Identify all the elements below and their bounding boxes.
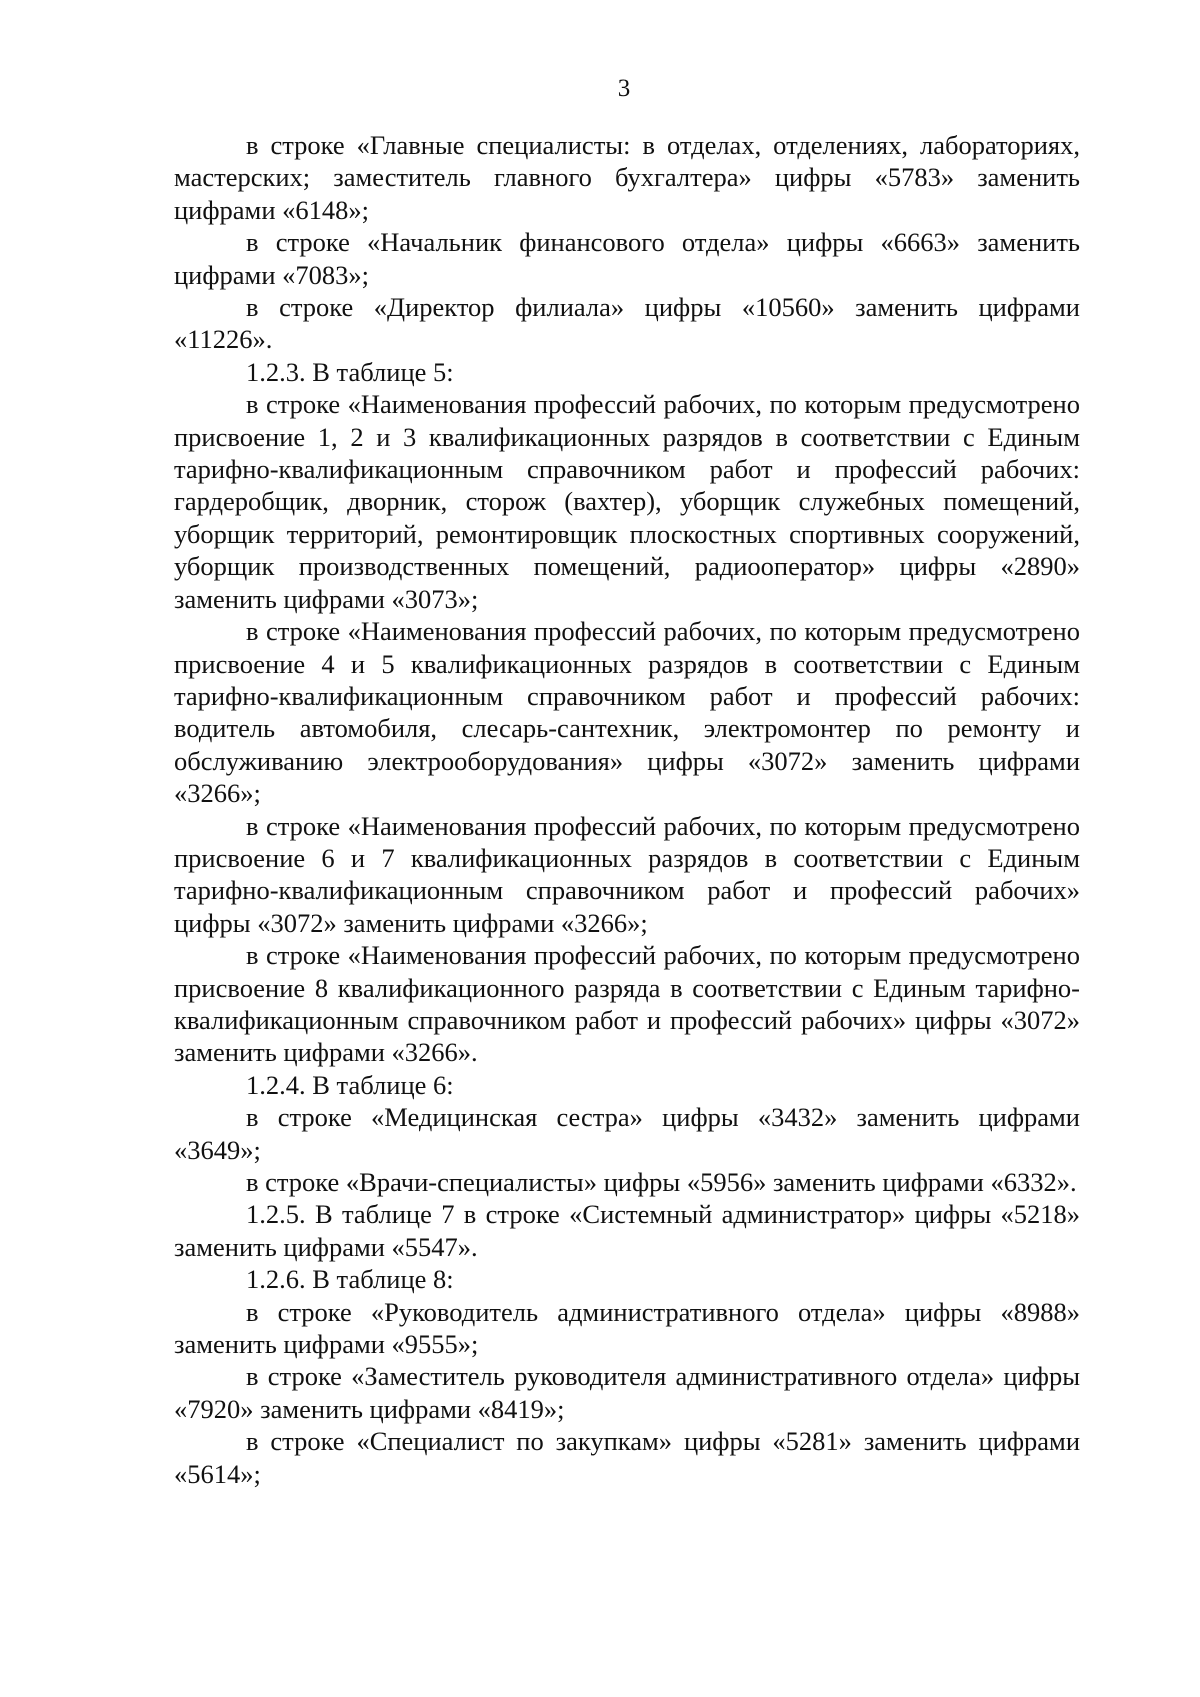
paragraph-chief-specialists: в строке «Главные специалисты: в отделах, отделениях, лабораториях, мастерских; заместитель главного бухгалтера» цифры «5783» заменить цифрами «6148»; [174,130,1080,225]
paragraph-admin-deputy: в строке «Заместитель руководителя административного отдела» цифры «7920» заменить цифрами «8419»; [174,1361,1080,1424]
paragraph-workers-grades-1-3: в строке «Наименования профессий рабочих, по которым предусмотрено присвоение 1, 2 и 3 квалификационных разрядов в соответствии с Единым тарифно-квалификационным справочником работ и профессий рабочих: гардеробщик, дворник, сторож (вахтер), уборщик служебных помещений, уборщик территорий, ремонтировщик плоскостных спортивных сооружений, уборщик производственных помещений, радиооператор» цифры «2890» заменить цифрами «3073»; [174,389,1080,614]
page-number: 3 [617,75,631,102]
paragraph-procurement: в строке «Специалист по закупкам» цифры «5281» заменить цифрами «5614»; [174,1426,1080,1489]
paragraph-nurse: в строке «Медицинская сестра» цифры «3432» заменить цифрами «3649»; [174,1102,1080,1165]
section-heading-table-7: 1.2.5. В таблице 7 в строке «Системный администратор» цифры «5218» заменить цифрами «5547». [174,1199,1080,1262]
paragraph-admin-head: в строке «Руководитель административного отдела» цифры «8988» заменить цифрами «9555»; [174,1296,1080,1360]
paragraph-workers-grades-6-7: в строке «Наименования профессий рабочих, по которым предусмотрено присвоение 6 и 7 квалификационных разрядов в соответствии с Единым тарифно-квалификационным справочником работ и профессий рабочих» цифры «3072» заменить цифрами «3266»; [174,810,1080,938]
section-heading-table-8: 1.2.6. В таблице 8: [246,1264,454,1295]
section-heading-table-6: 1.2.4. В таблице 6: [246,1069,454,1100]
paragraph-workers-grade-8: в строке «Наименования профессий рабочих, по которым предусмотрено присвоение 8 квалификационного разряда в соответствии с Единым тарифно-квалификационным справочником работ и профессий рабочих» цифры «3072» заменить цифрами «3266». [174,940,1080,1068]
section-heading-table-5: 1.2.3. В таблице 5: [246,356,454,387]
paragraph-finance-head: в строке «Начальник финансового отдела» цифры «6663» заменить цифрами «7083»; [174,227,1080,290]
paragraph-workers-grades-4-5: в строке «Наименования профессий рабочих, по которым предусмотрено присвоение 4 и 5 квалификационных разрядов в соответствии с Единым тарифно-квалификационным справочником работ и профессий рабочих: водитель автомобиля, слесарь-сантехник, электромонтер по ремонту и обслуживанию электрооборудования» цифры «3072» заменить цифрами «3266»; [174,616,1080,809]
document-body [174,129,1080,1490]
paragraph-doctors: в строке «Врачи-специалисты» цифры «5956» заменить цифрами «6332». [246,1167,1077,1197]
paragraph-branch-director: в строке «Директор филиала» цифры «10560» заменить цифрами «11226». [174,292,1080,355]
